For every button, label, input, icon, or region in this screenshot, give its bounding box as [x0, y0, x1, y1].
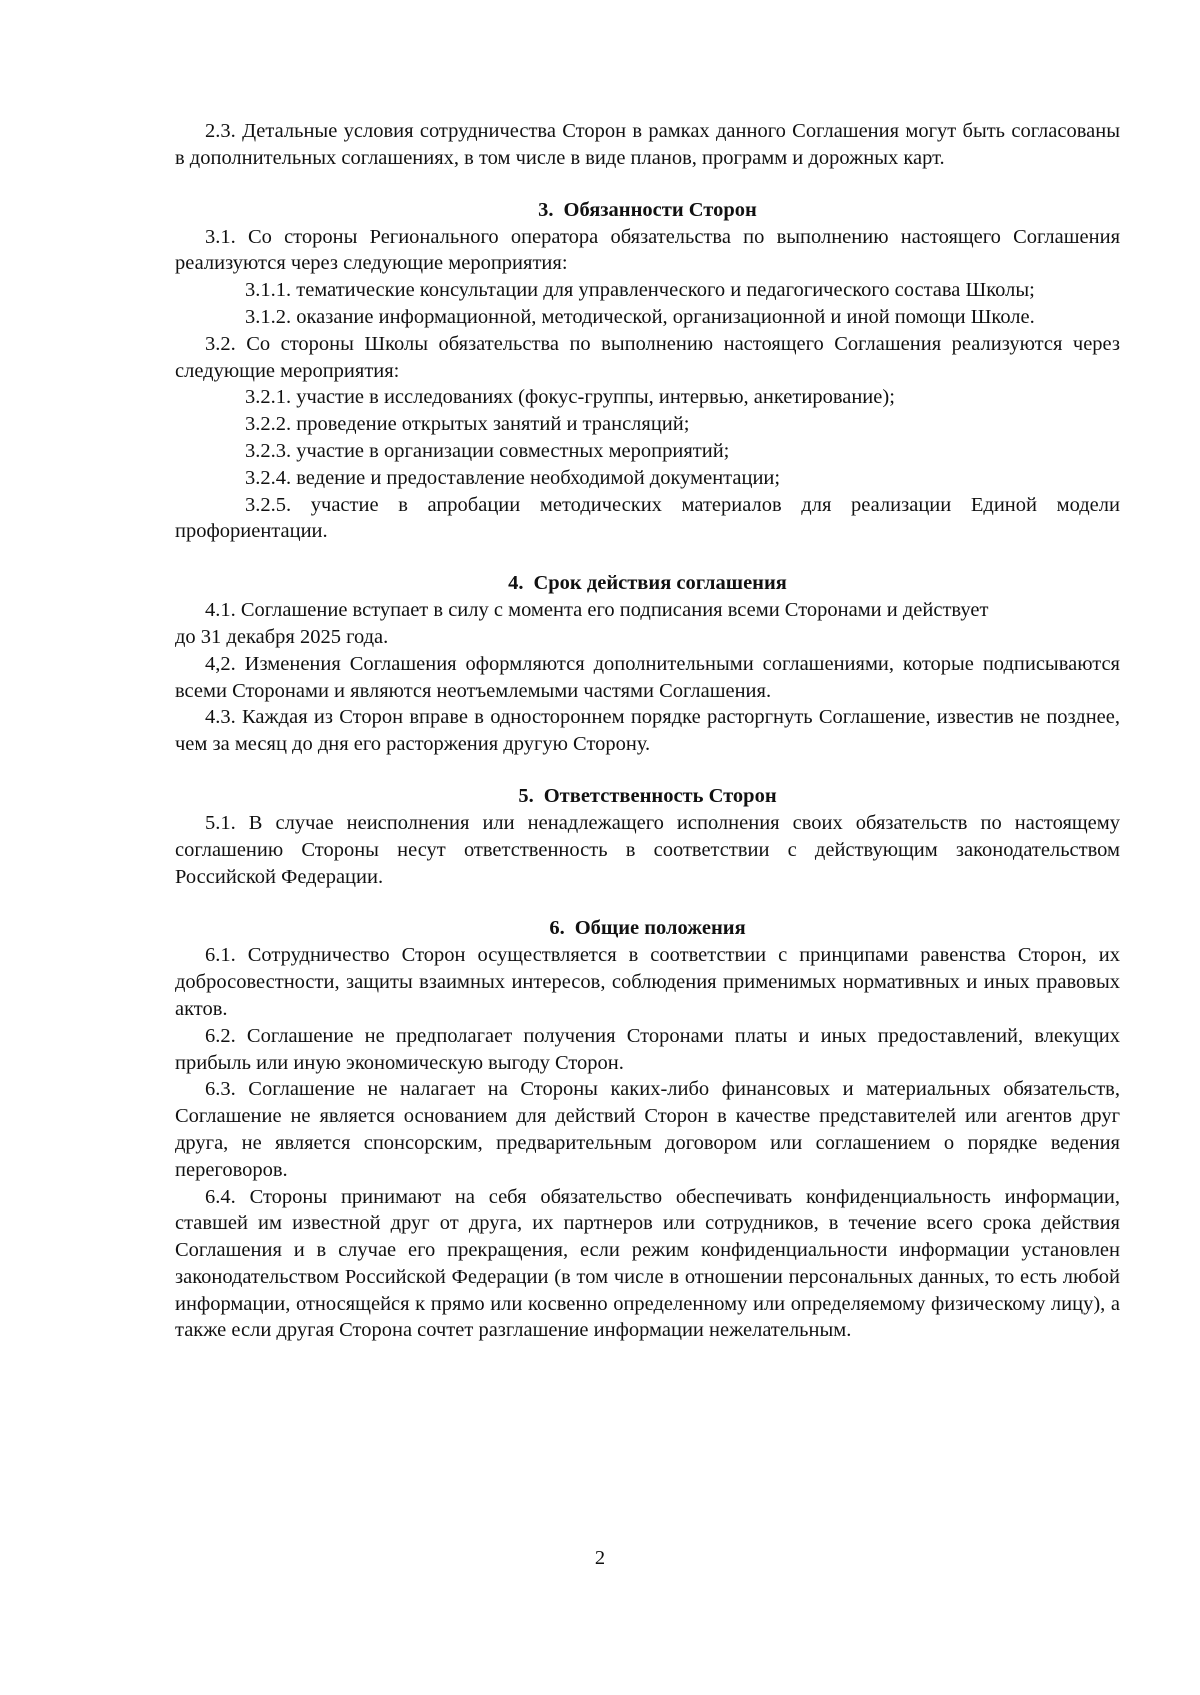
clause-4-1-continued: до 31 декабря 2025 года. — [175, 625, 389, 648]
clause-4-1: 4.1. Соглашение вступает в силу с момента его подписания всеми Сторонами и действует — [205, 599, 989, 622]
clause-3-1-2: 3.1.2. оказание информационной, методической, организационной и иной помощи Школе. — [245, 305, 1035, 328]
section-5-heading — [175, 783, 1120, 810]
section-3-heading — [175, 197, 1120, 224]
clause-3-2-4: 3.2.4. ведение и предоставление необходимой документации; — [245, 466, 781, 489]
clause-5-1: 5.1. В случае неисполнения или ненадлежащего исполнения своих обязательств по настоящему соглашению Стороны несут ответственность в соответствии с действующим законодательством Российской Федерации. — [175, 811, 1120, 888]
section-4-title: Срок действия соглашения — [533, 572, 787, 595]
clause-3-2-1: 3.2.1. участие в исследованиях (фокус-группы, интервью, анкетирование); — [245, 386, 895, 409]
section-3-title: Обязанности Сторон — [563, 198, 757, 221]
clause-6-2: 6.2. Соглашение не предполагает получения Сторонами платы и иных предоставлений, влекущих прибыль или иную экономическую выгоду Сторон. — [175, 1024, 1120, 1074]
clause-2-3: 2.3. Детальные условия сотрудничества Сторон в рамках данного Соглашения могут быть согласованы в дополнительных соглашениях, в том числе в виде планов, программ и дорожных карт. — [175, 120, 1120, 169]
page-number: 2 — [594, 1547, 606, 1569]
section-5-number: 5. — [518, 784, 534, 807]
section-5-title: Ответственность Сторон — [543, 784, 777, 807]
section-4-number: 4. — [508, 572, 524, 595]
document-page — [175, 118, 1120, 1344]
clause-3-2-2: 3.2.2. проведение открытых занятий и трансляций; — [245, 413, 690, 436]
section-6-heading — [175, 915, 1120, 942]
clause-6-4: 6.4. Стороны принимают на себя обязательство обеспечивать конфиденциальность информации, ставшей им известной друг от друга, их партнеров или сотрудников, в течение всего срока действия Соглашения и в случае его прекращения, если режим конфиденциальности информации установлен законодательством Российской Федерации (в том числе в отношении персональных данных, то есть любой информации, относящейся к прямо или косвенно определенному или определяемому физическому лицу), а также если другая Сторона сочтет разглашение информации нежелательным. — [175, 1185, 1120, 1342]
clause-3-2-5: 3.2.5. участие в апробации методических материалов для реализации Единой модели профориентации. — [175, 493, 1120, 543]
clause-6-1: 6.1. Сотрудничество Сторон осуществляется в соответствии с принципами равенства Сторон, их добросовестности, защиты взаимных интересов, соблюдения применимых нормативных и иных правовых актов. — [175, 944, 1120, 1020]
clause-6-3: 6.3. Соглашение не налагает на Стороны каких-либо финансовых и материальных обязательств, Соглашение не является основанием для действий Сторон в качестве представителей или агентов друг друга, не является спонсорским, предварительным договором или соглашением о порядке ведения переговоров. — [175, 1078, 1120, 1181]
clause-4-3: 4.3. Каждая из Сторон вправе в одностороннем порядке расторгнуть Соглашение, известив не позднее, чем за месяц до дня его расторжения другую Сторону. — [175, 706, 1120, 756]
section-6-title: Общие положения — [574, 917, 746, 940]
clause-3-2: 3.2. Со стороны Школы обязательства по выполнению настоящего Соглашения реализуются через следующие мероприятия: — [175, 332, 1120, 382]
section-6-number: 6. — [549, 917, 565, 940]
clause-3-2-3: 3.2.3. участие в организации совместных мероприятий; — [245, 439, 730, 462]
clause-3-1: 3.1. Со стороны Регионального оператора обязательства по выполнению настоящего Соглашения реализуются через следующие мероприятия: — [175, 225, 1120, 275]
section-4-heading — [175, 570, 1120, 597]
clause-3-1-1: 3.1.1. тематические консультации для управленческого и педагогического состава Школы; — [245, 279, 1035, 302]
clause-4-2: 4,2. Изменения Соглашения оформляются дополнительными соглашениями, которые подписываются всеми Сторонами и являются неотъемлемыми частями Соглашения. — [175, 652, 1120, 702]
section-3-number: 3. — [538, 198, 554, 221]
